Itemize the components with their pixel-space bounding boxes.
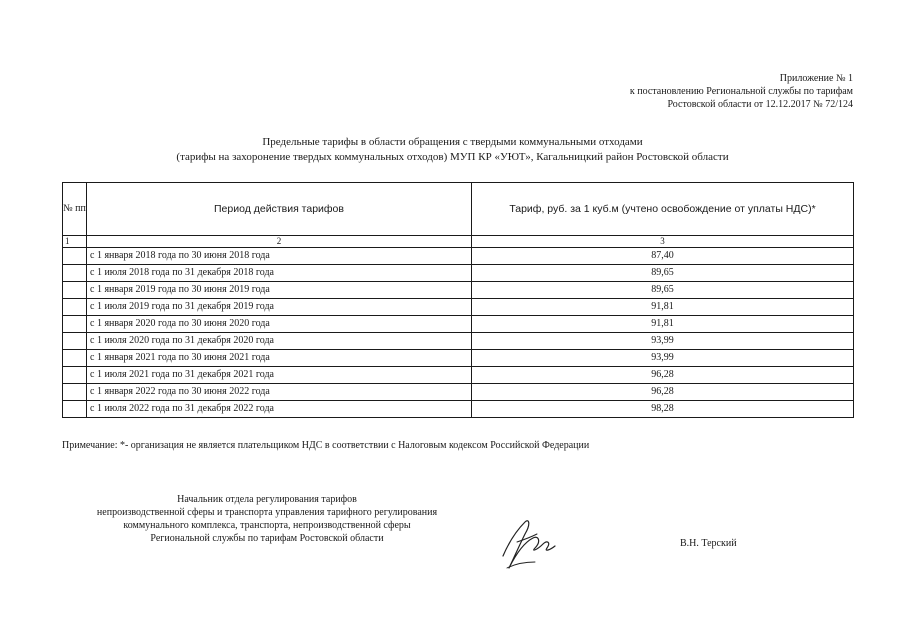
row-tariff: 91,81 (472, 299, 854, 316)
row-tariff: 96,28 (472, 367, 854, 384)
header-period: Период действия тарифов (87, 183, 472, 236)
title-line-2: (тарифы на захоронение твердых коммунальных отходов) МУП КР «УЮТ», Кагальницкий район Ростовской области (176, 151, 729, 163)
table-row (63, 316, 854, 333)
row-period: с 1 января 2021 года по 30 июня 2021 года (87, 350, 472, 367)
row-period: с 1 января 2018 года по 30 июня 2018 года (87, 248, 472, 265)
appendix-resolution: к постановлению Региональной службы по тарифам (629, 86, 853, 97)
table-row (63, 401, 854, 418)
position-line-3: коммунального комплекса, транспорта, непроизводственной сферы (123, 520, 411, 531)
table-row (63, 248, 854, 265)
column-index-3: 3 (472, 236, 854, 248)
row-period: с 1 июля 2022 года по 31 декабря 2022 года (87, 401, 472, 418)
row-period: с 1 июля 2019 года по 31 декабря 2019 года (87, 299, 472, 316)
table-row (63, 350, 854, 367)
signer-name: В.Н. Терский (680, 538, 737, 549)
row-number (63, 316, 87, 333)
column-index-1: 1 (63, 236, 87, 248)
row-tariff: 91,81 (472, 316, 854, 333)
row-number (63, 367, 87, 384)
row-period: с 1 июля 2021 года по 31 декабря 2021 года (87, 367, 472, 384)
row-tariff: 93,99 (472, 350, 854, 367)
row-tariff: 96,28 (472, 384, 854, 401)
row-number (63, 248, 87, 265)
row-period: с 1 июля 2018 года по 31 декабря 2018 года (87, 265, 472, 282)
row-period: с 1 января 2020 года по 30 июня 2020 года (87, 316, 472, 333)
table-row (63, 265, 854, 282)
row-number (63, 384, 87, 401)
document-title (0, 135, 905, 165)
row-tariff: 87,40 (472, 248, 854, 265)
row-tariff: 89,65 (472, 282, 854, 299)
row-number (63, 299, 87, 316)
appendix-number: Приложение № 1 (779, 73, 853, 84)
tariff-table (62, 182, 854, 418)
position-line-1: Начальник отдела регулирования тарифов (177, 494, 357, 505)
header-number: № пп (63, 183, 87, 236)
title-line-1: Предельные тарифы в области обращения с твердыми коммунальными отходами (262, 136, 643, 148)
row-period: с 1 января 2019 года по 30 июня 2019 года (87, 282, 472, 299)
handwritten-signature (495, 512, 565, 574)
footnote: Примечание: *- организация не является плательщиком НДС в соответствии с Налоговым кодексом Российской Федерации (62, 440, 590, 451)
row-number (63, 401, 87, 418)
row-tariff: 93,99 (472, 333, 854, 350)
table-row (63, 299, 854, 316)
table-row (63, 367, 854, 384)
position-line-4: Региональной службы по тарифам Ростовской области (150, 533, 384, 544)
position-line-2: непроизводственной сферы и транспорта управления тарифного регулирования (96, 507, 438, 518)
row-period: с 1 июля 2020 года по 31 декабря 2020 года (87, 333, 472, 350)
row-tariff: 89,65 (472, 265, 854, 282)
row-tariff: 98,28 (472, 401, 854, 418)
row-number (63, 333, 87, 350)
appendix-reference (630, 72, 853, 111)
row-number (63, 265, 87, 282)
signatory-position (62, 493, 472, 545)
row-period: с 1 января 2022 года по 30 июня 2022 года (87, 384, 472, 401)
appendix-date: Ростовской области от 12.12.2017 № 72/124 (667, 99, 853, 110)
row-number (63, 282, 87, 299)
table-row (63, 384, 854, 401)
header-tariff: Тариф, руб. за 1 куб.м (учтено освобождение от уплаты НДС)* (472, 183, 854, 236)
table-row (63, 282, 854, 299)
column-index-row (63, 236, 854, 248)
table-header-row (63, 183, 854, 236)
row-number (63, 350, 87, 367)
table-row (63, 333, 854, 350)
column-index-2: 2 (87, 236, 472, 248)
